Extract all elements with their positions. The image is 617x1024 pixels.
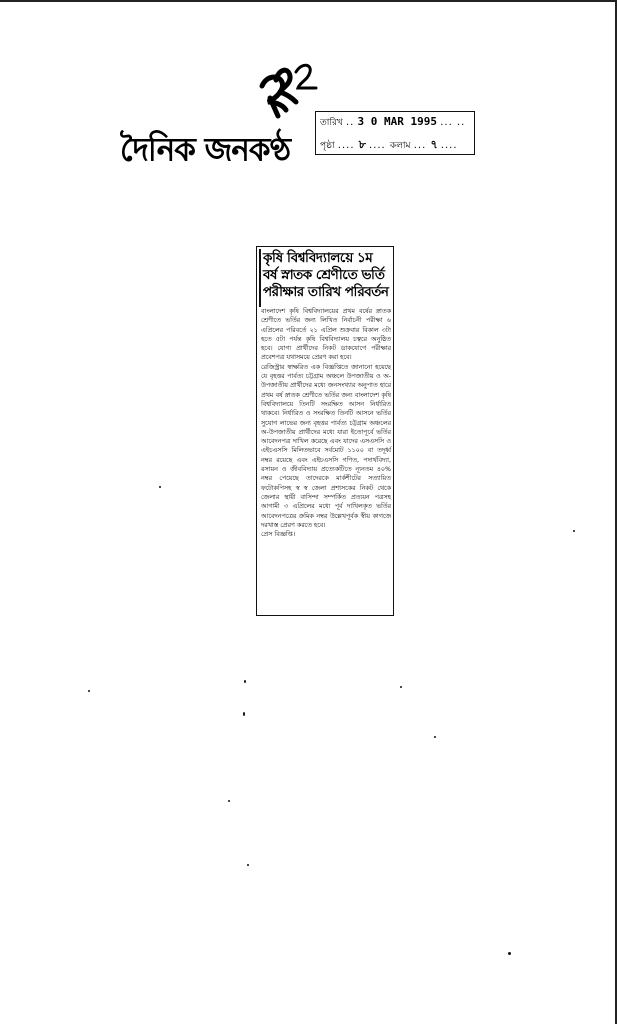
- stamp-page-label: পৃষ্ঠা: [320, 141, 335, 151]
- scan-speck: [400, 686, 402, 688]
- stamp-date-label: তারিখ: [320, 118, 343, 128]
- handwritten-page-mark: [252, 58, 322, 120]
- clipping-left-rule: [259, 249, 261, 307]
- stamp-date-value: 3 0 MAR 1995: [357, 115, 438, 128]
- date-stamp: [315, 111, 475, 155]
- stamp-page-value: ৮: [358, 138, 366, 151]
- news-clipping: [256, 246, 394, 616]
- headline-line-2: বর্ষ স্নাতক শ্রেণীতে ভর্তি: [263, 267, 385, 283]
- article-body: [261, 307, 391, 539]
- stamp-column-label: কলাম: [389, 141, 411, 151]
- headline-line-3: পরীক্ষার তারিখ পরিবর্তন: [263, 284, 389, 300]
- page-top-edge: [0, 0, 617, 2]
- scan-speck: [508, 952, 511, 955]
- scan-speck: [247, 864, 249, 866]
- scan-speck: [228, 800, 230, 802]
- headline-line-1: কৃষি বিশ্ববিদ্যালয়ে ১ম: [263, 250, 373, 266]
- scan-speck: [88, 690, 90, 692]
- article-paragraph-2: রেজিস্ট্রার স্বাক্ষরিত এক বিজ্ঞপ্তিতে জানানো হয়েছে যে বৃহত্তর পার্বত্য চট্টগ্রাম অঞ্চলে উপজাতীয় ও অ-উপজাতীয় প্রার্থীদের মধ্যে জনসংখ্যার অনুপাত হারে প্রথম বর্ষ স্নাতক শ্রেণীতে ভর্তির জন্য বাংলাদেশ কৃষি বিশ্ববিদ্যালয়ে তিনটি সংরক্ষিত আসন নির্ধারিত থাকবে। নির্ধারিত ও সংরক্ষিত তিনটি আসনে ভর্তির সুযোগ লাভের জন্য বৃহত্তর পার্বত্য চট্টগ্রাম অঞ্চলের অ-উপজাতীয় প্রার্থীদের মধ্যে যারা ইতোপূর্বে ভর্তির আবেদনপত্র দাখিল করেছে এবং যাদের এসএসসি ও এইচএসসি মিলিতভাবে সর্বমোট ১১০০ বা তদূর্ধ্ব নম্বর রয়েছে এবং এইচএসসি গণিত, পদার্থবিদ্যা, রসায়ন ও জীববিদ্যায় প্রত্যেকটিতে ন্যূনতম ৪০% নম্বর পেয়েছে তাদেরকে মার্কশীটের সত্যায়িত ফটোকপিসহ স্ব স্ব জেলা প্রশাসকের নিকট থেকে জেলার স্থায়ী বাসিন্দা সম্পর্কিত প্রত্যয়ন পত্রসহ আগামী ৩ এপ্রিলের মধ্যে পূর্ব দাখিলকৃত ভর্তির আবেদনপত্রের ক্রমিক নম্বর উল্লেখপূর্বক স্বীয় কাগজে দরখাস্ত প্রেরণ করতে হবে।: [261, 363, 391, 529]
- scan-speck: [159, 486, 161, 488]
- scan-speck: [573, 530, 575, 532]
- stamp-date-row: তারিখ .. 3 0 MAR 1995 ... ..: [320, 115, 466, 128]
- scan-speck: [243, 712, 245, 716]
- scan-speck: [434, 736, 436, 738]
- newspaper-masthead: দৈনিক জনকণ্ঠ: [120, 131, 291, 169]
- stamp-column-value: ৭: [430, 138, 438, 151]
- article-paragraph-1: বাংলাদেশ কৃষি বিশ্ববিদ্যালয়ের প্রথম বর্ষের স্নাতক শ্রেণীতে ভর্তির জন্য লিখিত নির্বাচনী পরীক্ষা ৬ এপ্রিলের পরিবর্তে ২১ এপ্রিল শুক্রবার বিকাল ৩টা হতে ৫টা পর্যন্ত কৃষি বিশ্ববিদ্যালয় চত্বরে অনুষ্ঠিত হবে। যোগ্য প্রার্থীদের নিকট ডাকযোগে পরীক্ষার প্রবেশপত্র যথাসময়ে প্রেরণ করা হবে।: [261, 308, 391, 362]
- article-byline: প্রেস বিজ্ঞপ্তি।: [261, 531, 295, 539]
- article-headline: [263, 250, 391, 301]
- scan-speck: [244, 680, 246, 683]
- stamp-page-row: পৃষ্ঠা .... ৮ .... কলাম ... ৭ ....: [320, 138, 458, 151]
